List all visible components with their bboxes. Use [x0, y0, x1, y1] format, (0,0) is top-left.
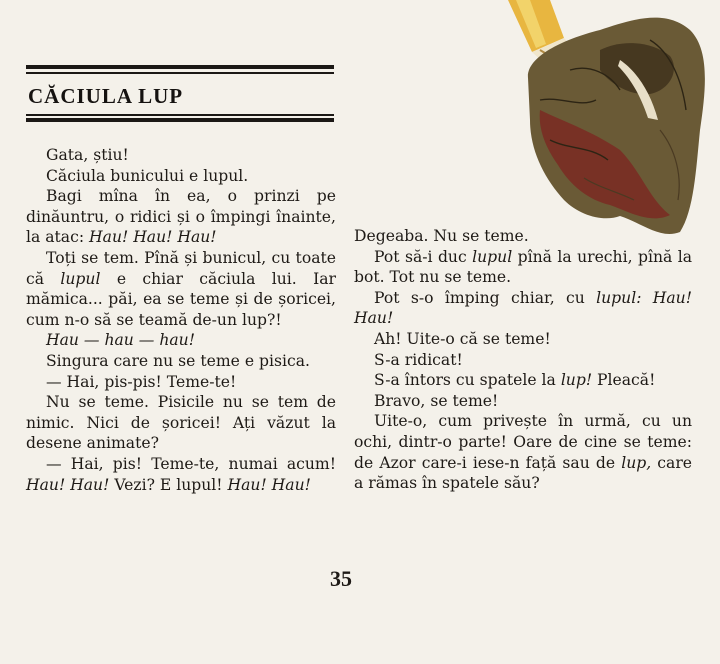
paragraph: [354, 350, 692, 371]
paragraph: [354, 411, 692, 493]
title-rule-top-thick: [26, 65, 334, 69]
paragraph: [26, 351, 336, 372]
text-run: Pot s-o împing chiar, cu: [374, 288, 597, 307]
left-text-column: [26, 145, 336, 495]
wolf-hat-illustration: [500, 0, 720, 250]
italic-text: Hau — hau — hau!: [46, 331, 195, 350]
text-run: Pleacă!: [592, 371, 656, 390]
text-run: care a rămas în spatele său?: [354, 453, 693, 493]
paragraph: [354, 247, 692, 288]
page-number: 35: [330, 566, 352, 591]
text-run: Toți se tem. Pînă și bunicul, cu toate că: [26, 248, 336, 288]
text-run: Căciula bunicului e lupul.: [46, 166, 249, 185]
chapter-title: CĂCIULA LUP: [28, 84, 184, 108]
title-rule-bottom-thin: [26, 114, 334, 116]
text-run: Singura care nu se teme e pisica.: [46, 351, 310, 370]
italic-text: lupul: Hau! Hau!: [354, 288, 692, 328]
paragraph: [26, 248, 336, 330]
text-run: Gata, știu!: [46, 146, 129, 164]
paragraph: [354, 391, 692, 412]
text-run: S-a ridicat!: [374, 350, 463, 369]
paragraph: [354, 370, 692, 391]
title-rule-bottom-thick: [26, 118, 334, 122]
paragraph: [26, 454, 336, 495]
text-run: Bravo, se teme!: [374, 391, 499, 410]
paragraph: [26, 392, 336, 454]
text-run: Pot să-i duc: [374, 247, 473, 266]
text-run: Ah! Uite-o că se teme!: [374, 329, 551, 348]
paragraph: [26, 145, 336, 166]
italic-text: Hau! Hau!: [26, 475, 110, 494]
italic-text: lup,: [621, 453, 652, 472]
text-run: e chiar căciula lui. Iar mămica... păi, ea se teme și de șoricei, cum n-o să se teamă de-un lup?!: [26, 269, 336, 329]
italic-text: Hau! Hau!: [227, 475, 311, 494]
text-run: pînă la urechi, pînă la bot. Tot nu se teme.: [354, 247, 692, 287]
paragraph: [26, 372, 336, 393]
text-run: Degeaba. Nu se teme.: [354, 227, 529, 245]
fur-hat-illustration: [528, 18, 705, 234]
italic-text: lupul: [60, 269, 101, 288]
italic-text: Hau! Hau! Hau!: [89, 228, 217, 247]
text-run: Uite-o, cum privește în urmă, cu un ochi, dintr-o parte! Oare de cine se teme: de Azor care-i iese-n față sau de: [354, 412, 692, 472]
text-run: Nu se teme. Pisicile nu se tem de nimic. Nici de șoricei! Ați văzut la desene animate?: [26, 393, 336, 453]
title-rule-top-thin: [26, 72, 334, 74]
paragraph: [26, 166, 336, 187]
text-run: Vezi? E lupul!: [109, 475, 228, 494]
right-text-column: [354, 226, 692, 494]
italic-text: lupul: [472, 247, 513, 266]
paragraph: [26, 186, 336, 248]
paragraph: [26, 330, 336, 351]
italic-text: lup!: [560, 371, 593, 390]
text-run: — Hai, pis! Teme-te, numai acum!: [46, 454, 336, 473]
text-run: Bagi mîna în ea, o prinzi pe dinăuntru, o ridici și o împingi înainte, la atac:: [26, 187, 336, 247]
text-run: — Hai, pis-pis! Teme-te!: [46, 372, 237, 391]
paragraph: [354, 329, 692, 350]
text-run: S-a întors cu spatele la: [374, 371, 561, 390]
paragraph: [354, 288, 692, 329]
